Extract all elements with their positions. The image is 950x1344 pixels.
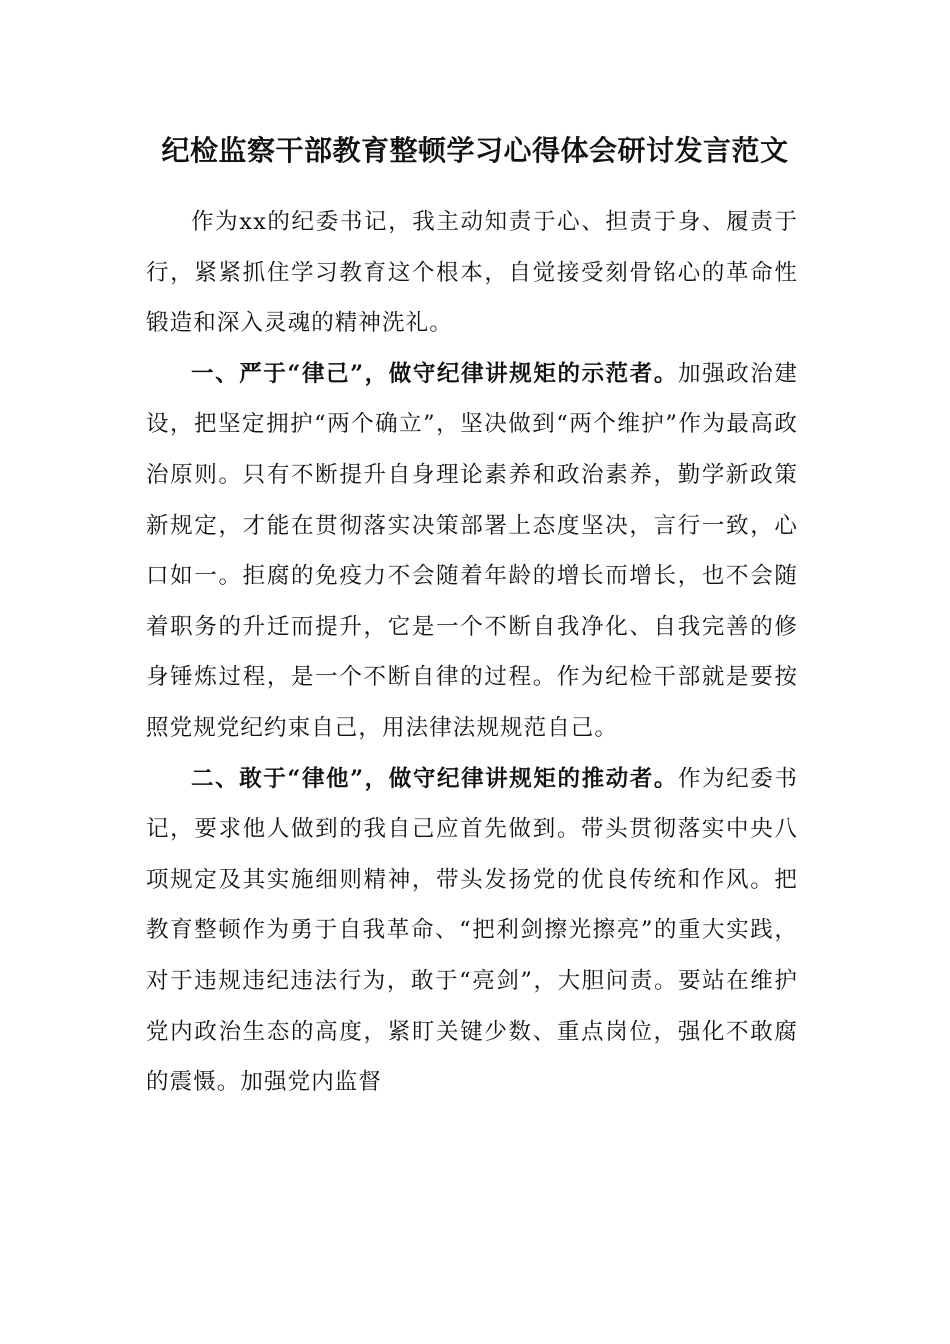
section-text-2: 作为纪委书记，要求他人做到的我自己应首先做到。带头贯彻落实中央八项规定及其实施细则精神，带头发扬党的优良传统和作风。把教育整顿作为勇于自我革命、“把利剑擦光擦亮”的重大实践，对于违规违纪违法行为，敢于“亮剑”，大胆问责。要站在维护党内政治生态的高度，紧盯关键少数、重点岗位，强化不敢腐的震慑。加强党内监督 xyxy=(146,765,798,1096)
section-paragraph-2 xyxy=(146,754,798,1108)
document-body xyxy=(146,197,798,1108)
section-text-1: 加强政治建设，把坚定拥护“两个确立”，坚决做到“两个维护”作为最高政治原则。只有不断提升自身理论素养和政治素养，勤学新政策新规定，才能在贯彻落实决策部署上态度坚决，言行一致，心口如一。拒腐的免疫力不会随着年龄的增长而增长，也不会随着职务的升迁而提升，它是一个不断自我净化、自我完善的修身锤炼过程，是一个不断自律的过程。作为纪检干部就是要按照党规党纪约束自己，用法律法规规范自己。 xyxy=(146,360,798,741)
section-heading-2: 二、敢于“律他”，做守纪律讲规矩的推动者。 xyxy=(191,765,678,792)
document-title: 纪检监察干部教育整顿学习心得体会研讨发言范文 xyxy=(161,134,789,167)
section-heading-1: 一、严于“律己”，做守纪律讲规矩的示范者。 xyxy=(191,360,678,387)
intro-paragraph: 作为xx的纪委书记，我主动知责于心、担责于身、履责于行，紧紧抓住学习教育这个根本，自觉接受刻骨铭心的革命性锻造和深入灵魂的精神洗礼。 xyxy=(146,209,798,337)
section-paragraph-1 xyxy=(146,349,798,754)
